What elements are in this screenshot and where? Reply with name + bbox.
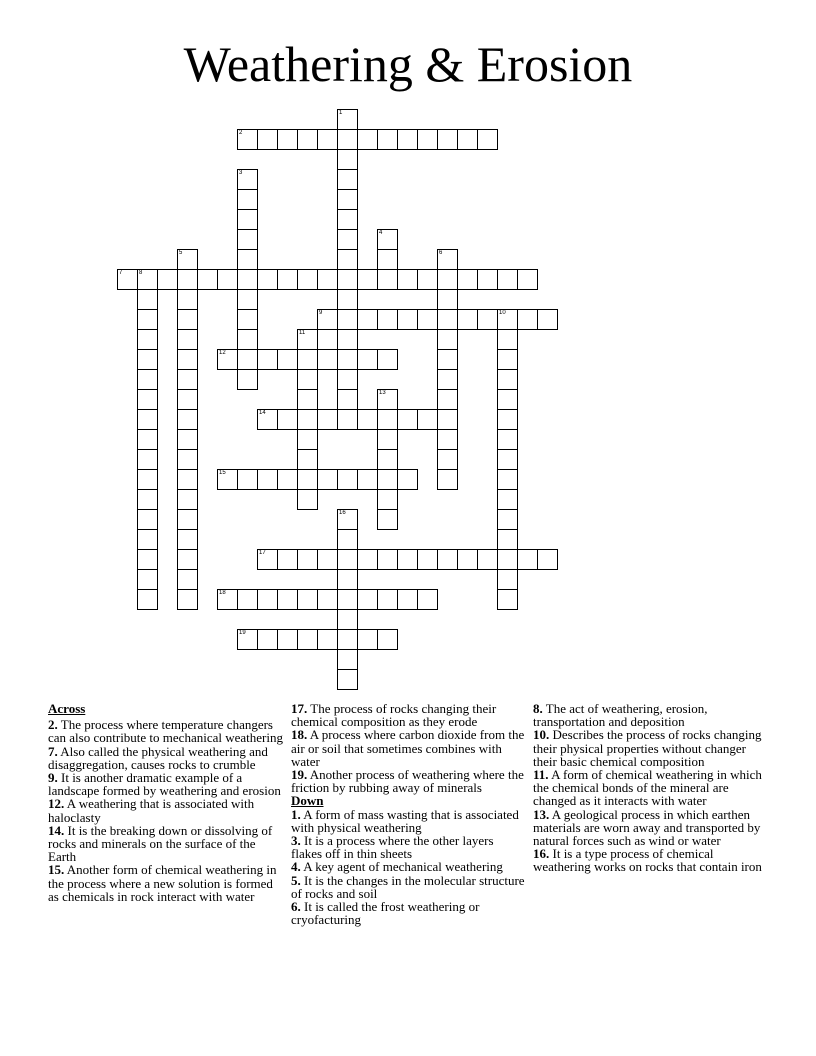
grid-cell[interactable] <box>237 169 258 190</box>
page-title: Weathering & Erosion <box>183 36 633 92</box>
grid-cell[interactable] <box>277 549 298 570</box>
clue-text: A geological process in which earthen materials are worn away and transported by natural forces such as wind or water <box>533 806 761 849</box>
grid-cell[interactable] <box>377 269 398 290</box>
grid-cell[interactable] <box>177 289 198 310</box>
grid-cell[interactable] <box>317 349 338 370</box>
clue-number: 19. <box>291 767 308 783</box>
grid-cell[interactable] <box>277 469 298 490</box>
grid-cell[interactable] <box>137 269 158 290</box>
grid-cell[interactable] <box>397 409 418 430</box>
grid-cell[interactable] <box>297 549 318 570</box>
grid-cell[interactable] <box>137 569 158 590</box>
grid-cell[interactable] <box>437 449 458 470</box>
grid-cell[interactable] <box>437 549 458 570</box>
grid-cell[interactable] <box>237 209 258 230</box>
grid-cell[interactable] <box>477 549 498 570</box>
grid-cell[interactable] <box>417 589 438 610</box>
grid-cell[interactable] <box>317 469 338 490</box>
clue-number: 16. <box>533 846 550 862</box>
grid-cell[interactable] <box>237 349 258 370</box>
grid-cell[interactable] <box>417 409 438 430</box>
grid-cell[interactable] <box>297 409 318 430</box>
grid-cell[interactable] <box>377 629 398 650</box>
grid-cell[interactable] <box>397 469 418 490</box>
grid-cell[interactable] <box>497 549 518 570</box>
across-heading: Across <box>48 701 86 716</box>
clue-text: It is called the frost weathering or cryofacturing <box>291 899 480 928</box>
grid-cell[interactable] <box>337 529 358 550</box>
clue-number-label: 12 <box>219 350 226 356</box>
grid-cell[interactable] <box>297 469 318 490</box>
grid-cell[interactable] <box>437 129 458 150</box>
grid-cell[interactable] <box>297 629 318 650</box>
clue-number-label: 19 <box>239 630 246 636</box>
clue-number-label: 3 <box>239 170 243 176</box>
grid-cell[interactable] <box>357 629 378 650</box>
grid-cell[interactable] <box>337 509 358 530</box>
grid-cell[interactable] <box>437 309 458 330</box>
grid-cell[interactable] <box>137 449 158 470</box>
grid-cell[interactable] <box>377 469 398 490</box>
grid-cell[interactable] <box>457 129 478 150</box>
grid-cell[interactable] <box>477 269 498 290</box>
grid-cell[interactable] <box>177 589 198 610</box>
across-clue <box>291 768 527 794</box>
grid-cell[interactable] <box>397 129 418 150</box>
clue-text: It is a type process of chemical weathering works on rocks that contain iron <box>533 846 762 875</box>
grid-cell[interactable] <box>137 349 158 370</box>
clue-number-label: 7 <box>119 270 123 276</box>
grid-cell[interactable] <box>237 309 258 330</box>
across-clue <box>48 824 284 864</box>
grid-cell[interactable] <box>457 269 478 290</box>
clue-number: 13. <box>533 806 550 822</box>
clue-number: 5. <box>291 872 301 888</box>
clue-text: It is another dramatic example of a landscape formed by weathering and erosion <box>48 770 281 799</box>
clue-number-label: 11 <box>299 330 306 336</box>
grid-cell[interactable] <box>537 309 558 330</box>
clue-text: It is a process where the other layers flakes off in thin sheets <box>291 833 494 862</box>
grid-cell[interactable] <box>457 309 478 330</box>
grid-cell[interactable] <box>497 389 518 410</box>
grid-cell[interactable] <box>397 589 418 610</box>
grid-cell[interactable] <box>137 329 158 350</box>
grid-cell[interactable] <box>277 349 298 370</box>
grid-cell[interactable] <box>337 249 358 270</box>
clue-number: 11. <box>533 767 549 783</box>
grid-cell[interactable] <box>237 369 258 390</box>
grid-cell[interactable] <box>497 429 518 450</box>
down-heading: Down <box>291 793 324 809</box>
clues-column-1 <box>48 702 284 903</box>
grid-cell[interactable] <box>377 489 398 510</box>
grid-cell[interactable] <box>297 269 318 290</box>
grid-cell[interactable] <box>337 409 358 430</box>
grid-cell[interactable] <box>317 589 338 610</box>
clue-number-label: 15 <box>219 470 226 476</box>
grid-cell[interactable] <box>277 129 298 150</box>
clue-number: 9. <box>48 770 58 786</box>
grid-cell[interactable] <box>337 209 358 230</box>
grid-cell[interactable] <box>317 409 338 430</box>
grid-cell[interactable] <box>457 549 478 570</box>
grid-cell[interactable] <box>357 129 378 150</box>
grid-cell[interactable] <box>177 469 198 490</box>
grid-cell[interactable] <box>137 409 158 430</box>
clue-number: 8. <box>533 701 543 716</box>
grid-cell[interactable] <box>477 129 498 150</box>
grid-cell[interactable] <box>437 389 458 410</box>
grid-cell[interactable] <box>357 549 378 570</box>
clue-number-label: 4 <box>379 230 383 236</box>
grid-cell[interactable] <box>137 289 158 310</box>
grid-cell[interactable] <box>497 349 518 370</box>
clue-text: Also called the physical weathering and disaggregation, causes rocks to crumble <box>48 743 268 772</box>
grid-cell[interactable] <box>477 309 498 330</box>
grid-cell[interactable] <box>177 529 198 550</box>
grid-cell[interactable] <box>137 549 158 570</box>
grid-cell[interactable] <box>177 309 198 330</box>
grid-cell[interactable] <box>257 589 278 610</box>
clue-text: Another process of weathering where the friction by rubbing away of minerals <box>291 767 524 796</box>
grid-cell[interactable] <box>337 589 358 610</box>
grid-cell[interactable] <box>337 169 358 190</box>
grid-cell[interactable] <box>497 269 518 290</box>
grid-cell[interactable] <box>417 309 438 330</box>
grid-cell[interactable] <box>317 549 338 570</box>
clue-text: Another form of chemical weathering in the process where a new solution is formed as chemicals in rock interact with water <box>48 862 277 904</box>
clue-number-label: 5 <box>179 250 183 256</box>
grid-cell[interactable] <box>217 269 238 290</box>
grid-cell[interactable] <box>417 129 438 150</box>
grid-cell[interactable] <box>337 329 358 350</box>
across-clue <box>48 771 284 797</box>
clue-text: A weathering that is associated with haloclasty <box>48 796 255 825</box>
clue-number-label: 9 <box>319 310 323 316</box>
grid-cell[interactable] <box>217 349 238 370</box>
clue-number-label: 16 <box>339 510 346 516</box>
grid-cell[interactable] <box>497 589 518 610</box>
grid-cell[interactable] <box>437 329 458 350</box>
grid-cell[interactable] <box>437 289 458 310</box>
grid-cell[interactable] <box>177 409 198 430</box>
grid-cell[interactable] <box>437 429 458 450</box>
grid-cell[interactable] <box>337 469 358 490</box>
grid-cell[interactable] <box>337 629 358 650</box>
grid-cell[interactable] <box>237 589 258 610</box>
grid-cell[interactable] <box>117 269 138 290</box>
clue-number: 6. <box>291 899 301 915</box>
grid-cell[interactable] <box>337 189 358 210</box>
grid-cell[interactable] <box>517 549 538 570</box>
grid-cell[interactable] <box>357 309 378 330</box>
grid-cell[interactable] <box>257 129 278 150</box>
grid-cell[interactable] <box>497 529 518 550</box>
grid-cell[interactable] <box>377 309 398 330</box>
clue-number: 2. <box>48 717 58 733</box>
grid-cell[interactable] <box>177 389 198 410</box>
grid-cell[interactable] <box>497 469 518 490</box>
grid-cell[interactable] <box>237 289 258 310</box>
grid-cell[interactable] <box>357 409 378 430</box>
grid-cell[interactable] <box>277 269 298 290</box>
grid-cell[interactable] <box>197 269 218 290</box>
clue-number: 1. <box>291 806 301 822</box>
grid-cell[interactable] <box>437 269 458 290</box>
grid-cell[interactable] <box>257 409 278 430</box>
grid-cell[interactable] <box>137 469 158 490</box>
across-clue <box>291 702 527 728</box>
grid-cell[interactable] <box>137 369 158 390</box>
grid-cell[interactable] <box>337 269 358 290</box>
grid-cell[interactable] <box>297 349 318 370</box>
grid-cell[interactable] <box>337 309 358 330</box>
clue-text: A key agent of mechanical weathering <box>300 859 503 875</box>
grid-cell[interactable] <box>137 529 158 550</box>
grid-cell[interactable] <box>137 429 158 450</box>
grid-cell[interactable] <box>337 389 358 410</box>
grid-cell[interactable] <box>177 449 198 470</box>
across-clue <box>48 718 284 744</box>
grid-cell[interactable] <box>397 309 418 330</box>
grid-cell[interactable] <box>377 409 398 430</box>
grid-cell[interactable] <box>297 369 318 390</box>
grid-cell[interactable] <box>157 269 178 290</box>
grid-cell[interactable] <box>497 489 518 510</box>
grid-cell[interactable] <box>177 429 198 450</box>
grid-cell[interactable] <box>437 349 458 370</box>
grid-cell[interactable] <box>317 129 338 150</box>
grid-cell[interactable] <box>177 349 198 370</box>
clue-number-label: 10 <box>499 310 506 316</box>
clue-text: A process where carbon dioxide from the air or soil that sometimes combines with water <box>291 727 525 769</box>
grid-cell[interactable] <box>417 549 438 570</box>
grid-cell[interactable] <box>297 449 318 470</box>
clue-number: 15. <box>48 862 65 878</box>
grid-cell[interactable] <box>177 569 198 590</box>
grid-cell[interactable] <box>497 409 518 430</box>
grid-cell[interactable] <box>337 569 358 590</box>
clue-number-label: 17 <box>259 550 266 556</box>
clue-number: 12. <box>48 796 65 812</box>
grid-cell[interactable] <box>437 369 458 390</box>
grid-cell[interactable] <box>277 589 298 610</box>
clue-number-label: 6 <box>439 250 443 256</box>
grid-cell[interactable] <box>137 309 158 330</box>
grid-cell[interactable] <box>237 229 258 250</box>
clue-text: The process of rocks changing their chemical composition as they erode <box>291 701 497 730</box>
grid-cell[interactable] <box>237 269 258 290</box>
grid-cell[interactable] <box>297 129 318 150</box>
grid-cell[interactable] <box>277 409 298 430</box>
grid-cell[interactable] <box>357 269 378 290</box>
grid-cell[interactable] <box>177 509 198 530</box>
down-clue <box>533 847 769 873</box>
grid-cell[interactable] <box>497 309 518 330</box>
grid-cell[interactable] <box>377 129 398 150</box>
clue-number-label: 8 <box>139 270 143 276</box>
grid-cell[interactable] <box>497 569 518 590</box>
grid-cell[interactable] <box>497 369 518 390</box>
down-clue <box>533 808 769 848</box>
clue-number: 18. <box>291 727 308 743</box>
grid-cell[interactable] <box>537 549 558 570</box>
grid-cell[interactable] <box>317 629 338 650</box>
grid-cell[interactable] <box>377 349 398 370</box>
clue-number: 10. <box>533 727 550 743</box>
grid-cell[interactable] <box>337 369 358 390</box>
grid-cell[interactable] <box>237 249 258 270</box>
grid-cell[interactable] <box>217 469 238 490</box>
clue-number: 17. <box>291 701 308 716</box>
clue-number-label: 1 <box>339 110 343 116</box>
grid-cell[interactable] <box>337 109 358 130</box>
grid-cell[interactable] <box>377 249 398 270</box>
grid-cell[interactable] <box>297 489 318 510</box>
grid-cell[interactable] <box>337 149 358 170</box>
grid-cell[interactable] <box>417 269 438 290</box>
grid-cell[interactable] <box>217 589 238 610</box>
grid-cell[interactable] <box>377 389 398 410</box>
grid-cell[interactable] <box>357 469 378 490</box>
clue-text: It is the changes in the molecular structure of rocks and soil <box>291 872 525 901</box>
down-clue <box>291 900 527 926</box>
grid-cell[interactable] <box>177 369 198 390</box>
grid-cell[interactable] <box>257 469 278 490</box>
clue-text: It is the breaking down or dissolving of rocks and minerals on the surface of the Earth <box>48 822 273 865</box>
down-clue <box>291 808 527 834</box>
grid-cell[interactable] <box>237 189 258 210</box>
grid-cell[interactable] <box>177 549 198 570</box>
down-clue <box>291 874 527 900</box>
grid-cell[interactable] <box>137 489 158 510</box>
grid-cell[interactable] <box>237 469 258 490</box>
grid-cell[interactable] <box>277 629 298 650</box>
grid-cell[interactable] <box>497 449 518 470</box>
grid-cell[interactable] <box>337 229 358 250</box>
grid-cell[interactable] <box>357 349 378 370</box>
clue-number-label: 18 <box>219 590 226 596</box>
grid-cell[interactable] <box>337 609 358 630</box>
grid-cell[interactable] <box>177 269 198 290</box>
grid-cell[interactable] <box>397 269 418 290</box>
grid-cell[interactable] <box>337 129 358 150</box>
down-clue <box>291 834 527 860</box>
clue-number: 14. <box>48 822 65 838</box>
grid-cell[interactable] <box>337 669 358 690</box>
grid-cell[interactable] <box>137 589 158 610</box>
grid-cell[interactable] <box>257 629 278 650</box>
grid-cell[interactable] <box>257 349 278 370</box>
grid-cell[interactable] <box>237 329 258 350</box>
down-clue <box>533 702 769 728</box>
grid-cell[interactable] <box>437 409 458 430</box>
across-clue <box>48 797 284 823</box>
clue-number: 4. <box>291 859 301 875</box>
grid-cell[interactable] <box>297 589 318 610</box>
clue-number-label: 2 <box>239 130 243 136</box>
grid-cell[interactable] <box>357 589 378 610</box>
grid-cell[interactable] <box>237 629 258 650</box>
clue-text: The act of weathering, erosion, transportation and deposition <box>533 701 708 730</box>
down-clue <box>533 728 769 768</box>
grid-cell[interactable] <box>177 329 198 350</box>
grid-cell[interactable] <box>317 269 338 290</box>
clue-text: A form of chemical weathering in which the chemical bonds of the mineral are changed as it interacts with water <box>533 767 762 809</box>
grid-cell[interactable] <box>437 469 458 490</box>
clue-number-label: 13 <box>379 390 386 396</box>
clues-column-2 <box>291 702 527 926</box>
grid-cell[interactable] <box>437 249 458 270</box>
clues-column-3 <box>533 702 769 874</box>
clue-text: Describes the process of rocks changing their physical properties without changer their basic chemical composition <box>533 727 762 769</box>
clue-number: 7. <box>48 743 58 759</box>
down-clue <box>533 768 769 808</box>
grid-cell[interactable] <box>377 509 398 530</box>
grid-cell[interactable] <box>377 229 398 250</box>
grid-cell[interactable] <box>257 269 278 290</box>
grid-cell[interactable] <box>257 549 278 570</box>
clue-text: A form of mass wasting that is associated with physical weathering <box>291 806 519 835</box>
across-clue <box>48 863 284 903</box>
grid-cell[interactable] <box>377 449 398 470</box>
grid-cell[interactable] <box>177 489 198 510</box>
grid-cell[interactable] <box>177 249 198 270</box>
across-clue <box>48 745 284 771</box>
grid-cell[interactable] <box>297 329 318 350</box>
grid-cell[interactable] <box>317 309 338 330</box>
across-clue <box>291 728 527 768</box>
grid-cell[interactable] <box>377 589 398 610</box>
grid-cell[interactable] <box>337 549 358 570</box>
grid-cell[interactable] <box>517 309 538 330</box>
grid-cell[interactable] <box>497 329 518 350</box>
grid-cell[interactable] <box>297 429 318 450</box>
grid-cell[interactable] <box>377 429 398 450</box>
grid-cell[interactable] <box>497 509 518 530</box>
grid-cell[interactable] <box>337 649 358 670</box>
clue-text: The process where temperature changers can also contribute to mechanical weathering <box>48 717 283 746</box>
grid-cell[interactable] <box>237 129 258 150</box>
grid-cell[interactable] <box>377 549 398 570</box>
grid-cell[interactable] <box>397 549 418 570</box>
grid-cell[interactable] <box>337 349 358 370</box>
grid-cell[interactable] <box>137 389 158 410</box>
grid-cell[interactable] <box>517 269 538 290</box>
clue-number-label: 14 <box>259 410 266 416</box>
grid-cell[interactable] <box>297 389 318 410</box>
grid-cell[interactable] <box>137 509 158 530</box>
clue-number: 3. <box>291 833 301 849</box>
grid-cell[interactable] <box>337 289 358 310</box>
